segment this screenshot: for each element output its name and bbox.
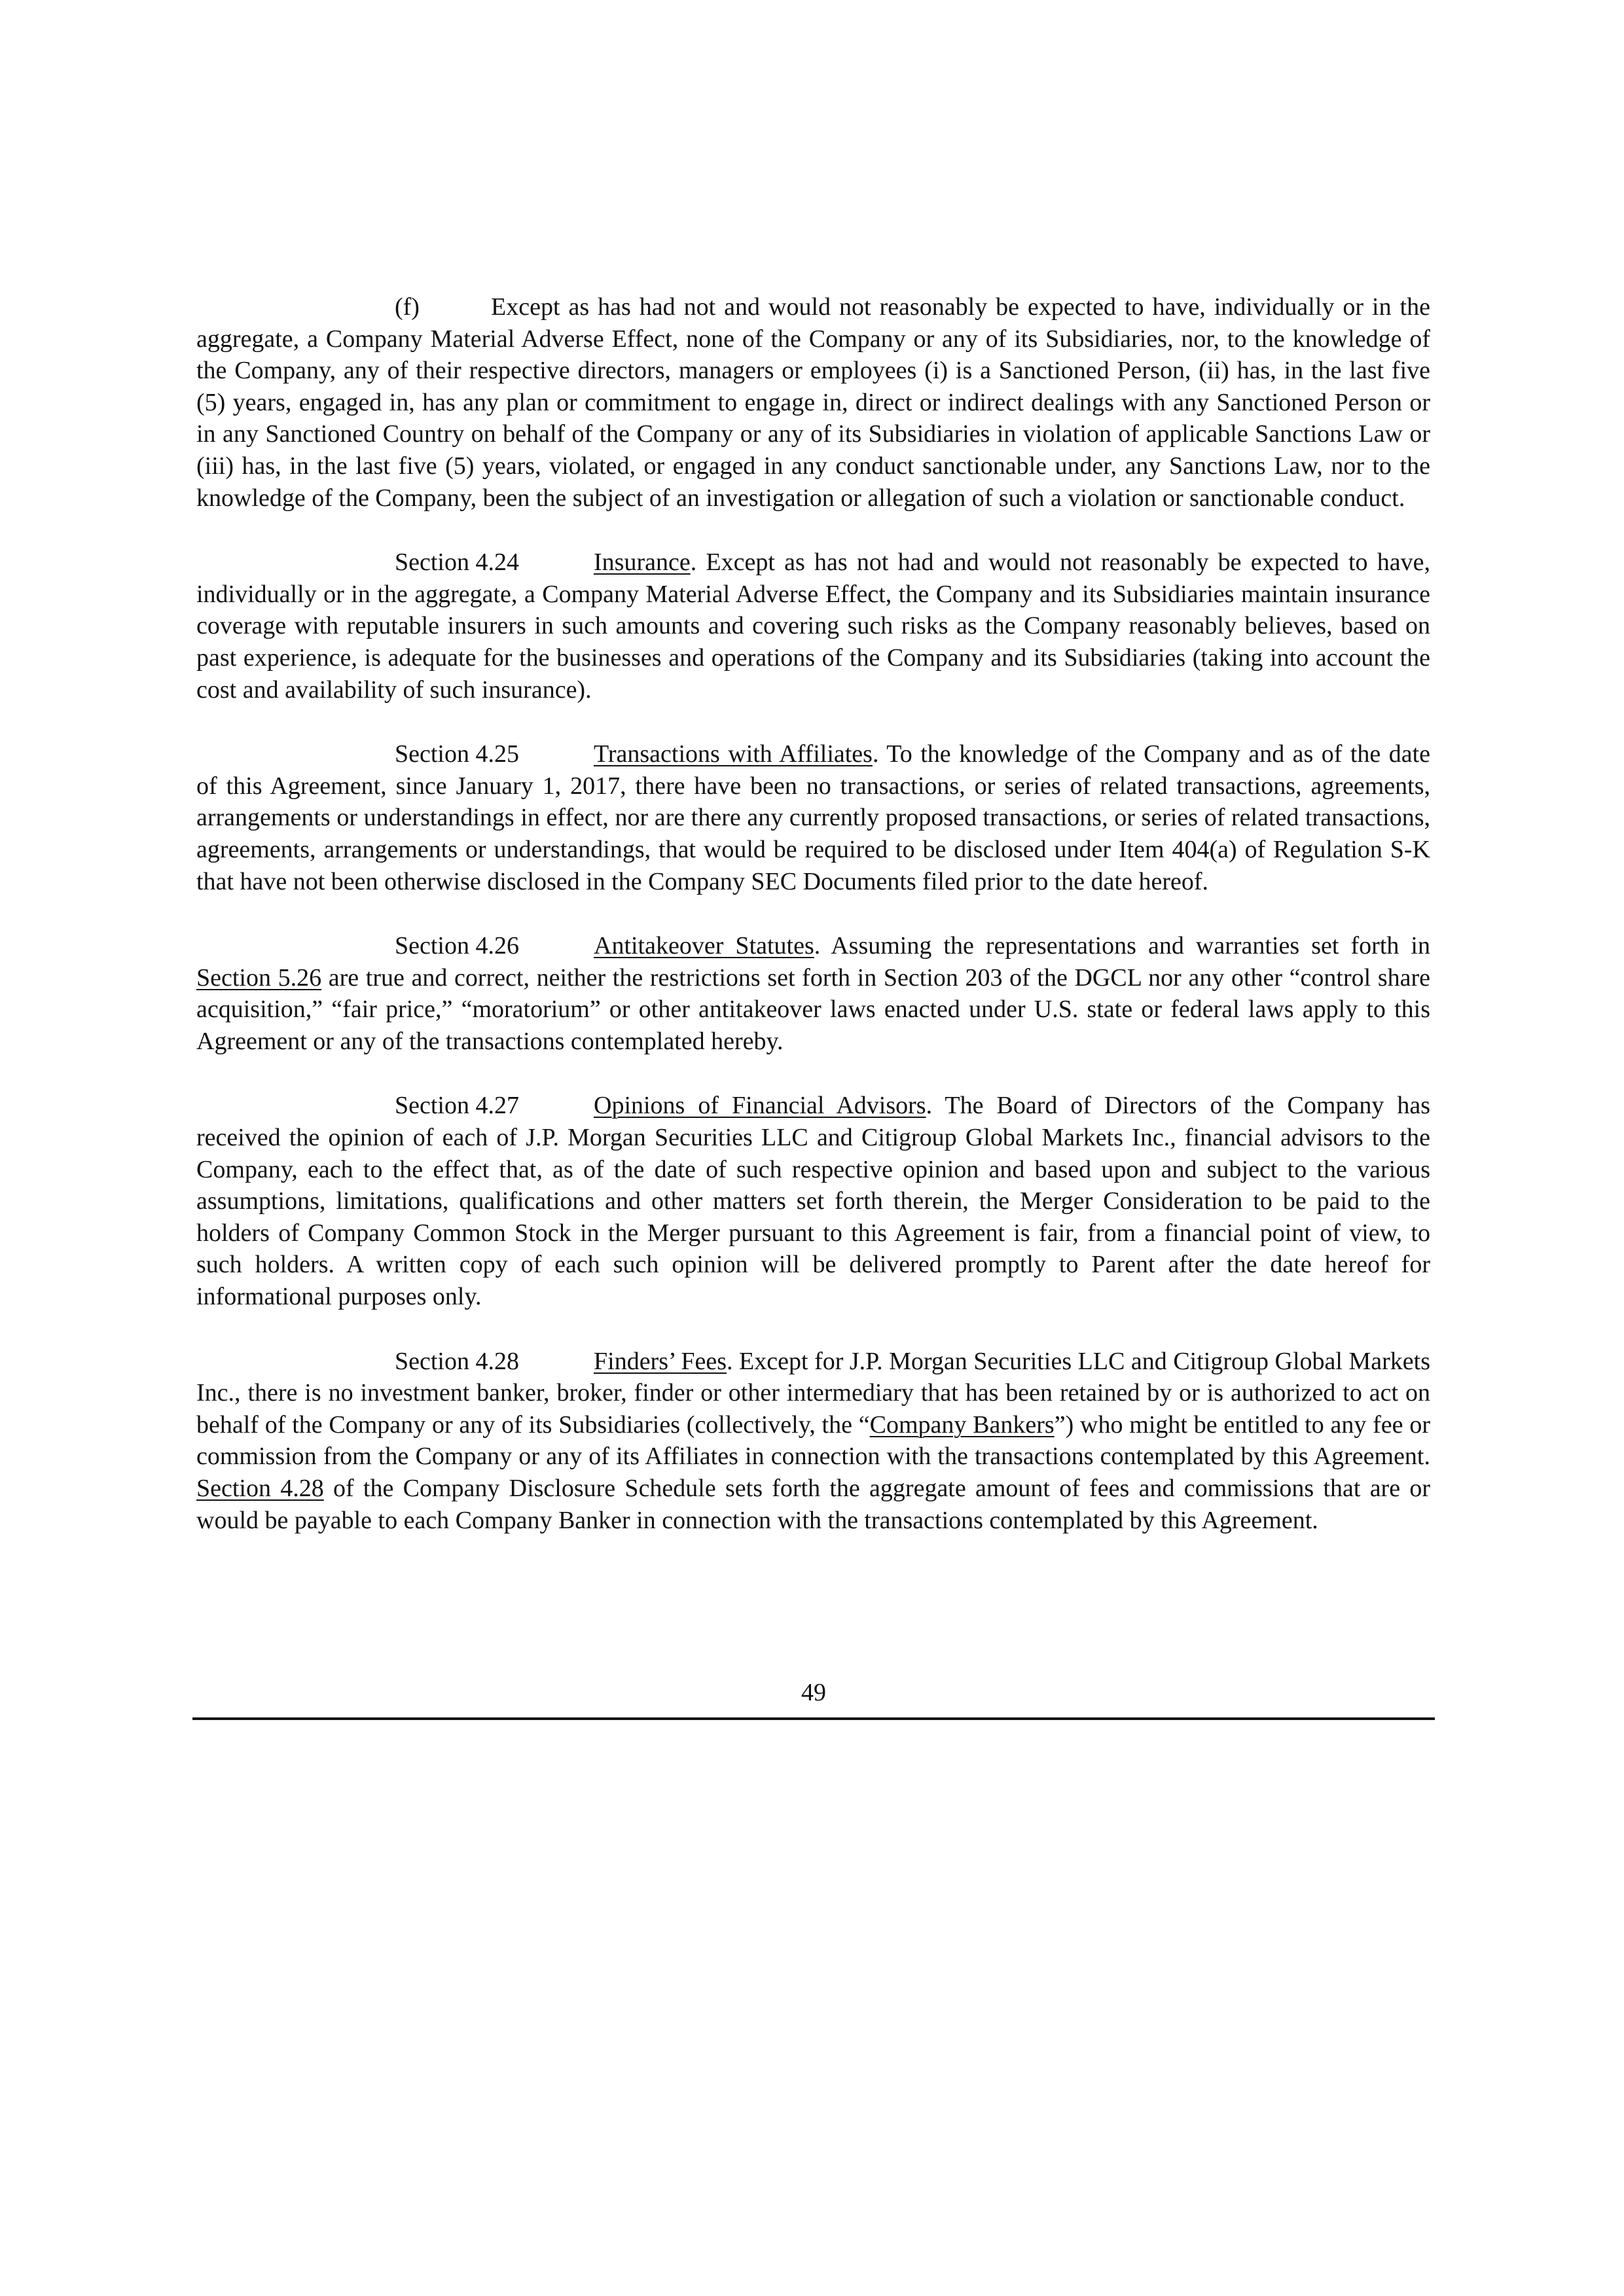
section-4-26-text-b: are true and correct, neither the restrictions set forth in Section 203 of the DGCL nor any other “control share acquisition,” “fair price,” “moratorium” or other antitakeover laws enacted under U.S. state or federal laws apply to this Agreement or any of the transactions contemplated hereby.: [196, 963, 1430, 1055]
section-4-26-text-a: . Assuming the representations and warranties set forth in: [814, 932, 1430, 960]
section-4-27-heading: Opinions of Financial Advisors: [594, 1092, 926, 1120]
section-4-25-text: . To the knowledge of the Company and as of the date of this Agreement, since January 1, 2017, there have been no transactions, or series of related transactions, agreements, arrangements or understandings in effect, nor are there any currently proposed transactions, or series of related transactions, agreements, arrangements or understandings, that would be required to be disclosed under Item 404(a) of Regulation S-K that have not been otherwise disclosed in the Company SEC Documents filed prior to the date hereof.: [196, 740, 1430, 895]
section-4-28-text-b: ”) who might be entitled to any fee or commission from the Company or any of its Affiliates in connection with the transactions contemplated by this Agreement.: [196, 1410, 1430, 1471]
section-4-27-number: Section 4.27: [395, 1092, 519, 1120]
section-4-24-number: Section 4.24: [395, 548, 519, 577]
section-4-25: [196, 738, 1430, 897]
section-4-27: [196, 1090, 1430, 1312]
paragraph-f-text: Except as has had not and would not reasonably be expected to have, individually or in the aggregate, a Company Material Adverse Effect, none of the Company or any of its Subsidiaries, nor, to the knowledge of the Company, any of their respective directors, managers or employees (i) is a Sanctioned Person, (ii) has, in the last five (5) years, engaged in, has any plan or commitment to engage in, direct or indirect dealings with any Sanctioned Person or in any Sanctioned Country on behalf of the Company or any of its Subsidiaries in violation of applicable Sanctions Law or (iii) has, in the last five (5) years, violated, or engaged in any conduct sanctionable under, any Sanctions Law, nor to the knowledge of the Company, been the subject of an investigation or allegation of such a violation or sanctionable conduct.: [196, 293, 1430, 512]
paragraph-f: [196, 291, 1430, 514]
section-4-28-number: Section 4.28: [395, 1347, 519, 1375]
section-4-27-text: . The Board of Directors of the Company has received the opinion of each of J.P. Morgan Securities LLC and Citigroup Global Markets Inc., financial advisors to the Company, each to the effect that, as of the date of such respective opinion and based upon and subject to the various assumptions, limitations, qualifications and other matters set forth therein, the Merger Consideration to be paid to the holders of Company Common Stock in the Merger pursuant to this Agreement is fair, from a financial point of view, to such holders. A written copy of each such opinion will be delivered promptly to Parent after the date hereof for informational purposes only.: [196, 1092, 1430, 1311]
section-4-26-heading: Antitakeover Statutes: [594, 932, 814, 960]
section-4-24: [196, 547, 1430, 706]
page-body: [196, 291, 1430, 1569]
section-4-25-number: Section 4.25: [395, 740, 519, 768]
section-4-28-text-a: . Except for J.P. Morgan Securities LLC and Citigroup Global Markets Inc., there is no investment banker, broker, finder or other intermediary that has been retained by or is authorized to act on behalf of the Company or any of its Subsidiaries (collectively, the “: [196, 1347, 1430, 1439]
section-4-28-text-c: of the Company Disclosure Schedule sets forth the aggregate amount of fees and commissions that are or would be payable to each Company Banker in connection with the transactions contemplated by this Agreement.: [196, 1475, 1430, 1534]
paragraph-f-label: (f): [395, 293, 420, 321]
section-4-26: [196, 930, 1430, 1057]
section-4-24-heading: Insurance: [594, 548, 691, 577]
section-4-26-number: Section 4.26: [395, 932, 519, 960]
page-footer: [192, 1677, 1435, 1720]
company-bankers-defined-term: Company Bankers: [869, 1410, 1055, 1439]
section-4-28: [196, 1346, 1430, 1537]
section-4-25-heading: Transactions with Affiliates: [594, 740, 873, 768]
section-5-26-reference: Section 5.26: [196, 963, 322, 992]
section-4-24-text: . Except as has not had and would not reasonably be expected to have, individually or in the aggregate, a Company Material Adverse Effect, the Company and its Subsidiaries maintain insurance coverage with reputable insurers in such amounts and covering such risks as the Company reasonably believes, based on past experience, is adequate for the businesses and operations of the Company and its Subsidiaries (taking into account the cost and availability of such insurance).: [196, 548, 1430, 704]
section-4-28-heading: Finders’ Fees: [594, 1347, 727, 1375]
footer-rule: [192, 1717, 1435, 1720]
section-4-28-reference: Section 4.28: [196, 1475, 324, 1502]
page-number: 49: [801, 1679, 826, 1706]
